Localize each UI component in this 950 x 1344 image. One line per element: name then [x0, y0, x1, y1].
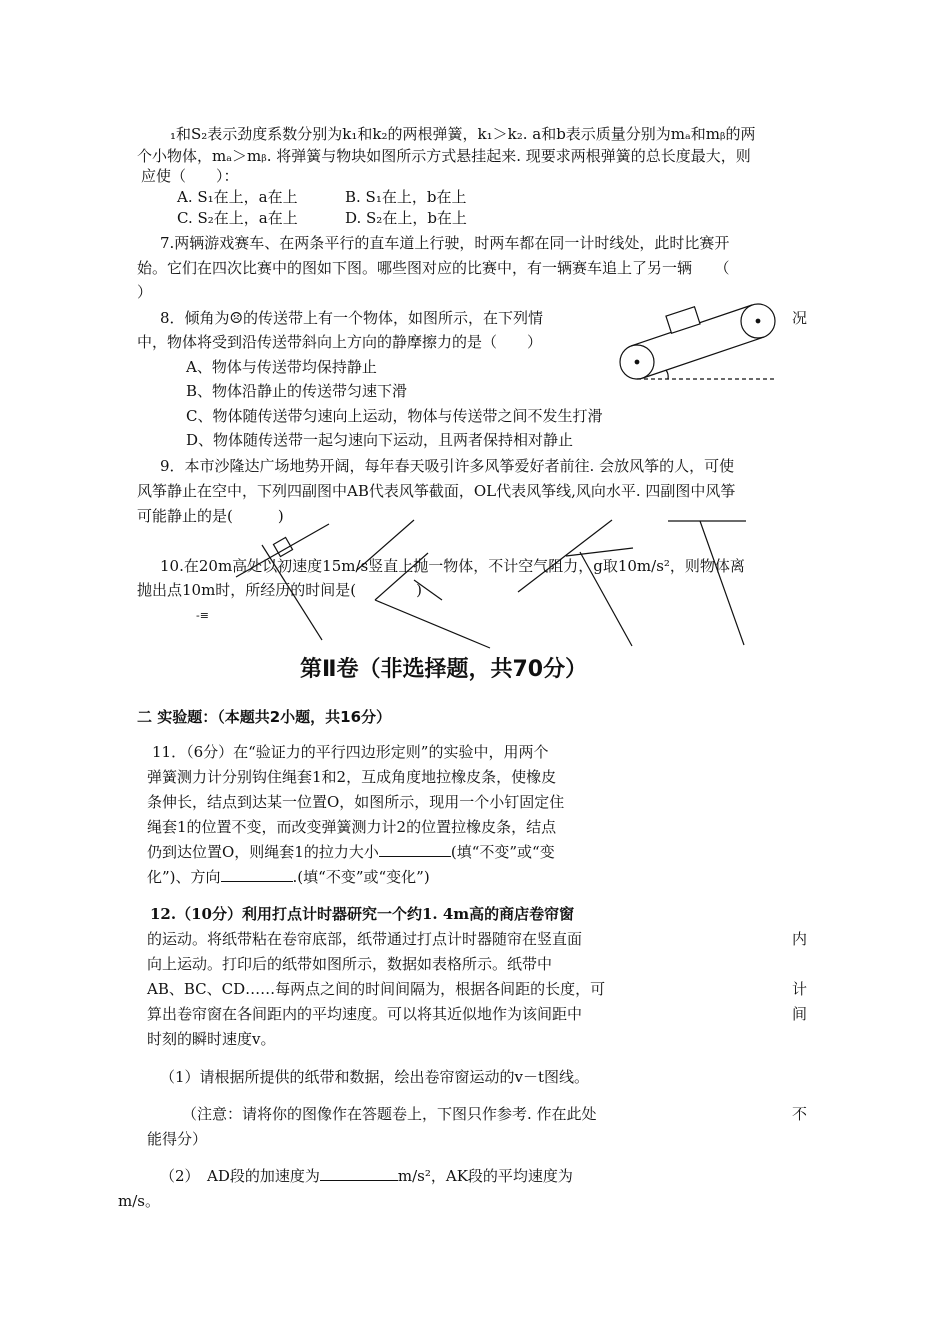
q12-line1: 12.（10分）利用打点计时器研究一个约1. 4m高的商店卷帘窗	[150, 905, 575, 923]
q8-option-c: C、物体随传送带匀速向上运动，物体与传送带之间不发生打滑	[186, 407, 603, 425]
q8-line1-end: 况	[792, 309, 808, 327]
q11-line6-tail: .(填“不变”或“变化”)	[292, 868, 430, 886]
conveyor-lower-axle	[635, 360, 639, 364]
q12-line2: 的运动。将纸带粘在卷帘底部，纸带通过打点计时器随帘在竖直面	[147, 930, 583, 948]
q8-line2: 中，物体将受到沿传送带斜向上方向的静摩擦力的是（ ）	[137, 333, 543, 351]
q12-part2-tail: m/s²，AK段的平均速度为	[397, 1167, 573, 1185]
q9-line1: 9．本市沙隆达广场地势开阔，每年春天吸引许多风筝爱好者前往. 会放风筝的人，可使	[160, 457, 735, 475]
q7-line1: 7.两辆游戏赛车、在两条平行的直车道上行驶，时两车都在同一计时线处，此时比赛开	[160, 234, 730, 252]
q10-line2: 抛出点10m时，所经历的时间是( )	[137, 581, 423, 599]
q6-line2: 个小物体，mₐ＞mᵦ. 将弹簧与物块如图所示方式悬挂起来. 现要求两根弹簧的总长度最大，则	[137, 147, 751, 165]
q12-note1-end: 不	[792, 1105, 808, 1123]
q8-option-d: D、物体随传送带一起匀速向下运动，且两者保持相对静止	[186, 431, 574, 449]
q12-line5-end: 间	[792, 1005, 808, 1023]
conveyor-block	[666, 307, 700, 333]
q12-part1: （1）请根据所提供的纸带和数据，绘出卷帘窗运动的v－t图线。	[160, 1068, 590, 1086]
q12-line3: 向上运动。打印后的纸带如图所示，数据如表格所示。纸带中	[147, 955, 553, 973]
kite2-surface	[357, 520, 414, 570]
q11-line2: 弹簧测力计分别钩住绳套1和2，互成角度地拉橡皮条，使橡皮	[147, 768, 557, 786]
q12-line6: 时刻的瞬时速度v。	[147, 1030, 276, 1048]
q6-option-a: A. S₁在上，a在上	[177, 188, 298, 206]
q12-part2-unit: m/s。	[118, 1192, 160, 1210]
conveyor-belt-bottom	[643, 337, 764, 378]
conveyor-upper-axle	[756, 319, 760, 323]
q8-option-b: B、物体沿静止的传送带匀速下滑	[186, 382, 408, 400]
q6-option-c: C. S₂在上，a在上	[177, 209, 298, 227]
q12-part2-text: （2） AD段的加速度为	[160, 1167, 320, 1185]
section-subtitle: 二 实验题：（本题共2小题，共16分）	[137, 708, 392, 726]
q10-line1: 10.在20m高处以初速度15m/s竖直上抛一物体，不计空气阻力，g取10m/s²，则物体离	[160, 557, 745, 575]
kite3-tether	[580, 552, 632, 646]
q11-line5-tail: (填“不变”或“变	[450, 843, 555, 861]
q9-line3: 可能静止的是( )	[137, 507, 284, 525]
q12-note2: 能得分）	[147, 1130, 208, 1148]
q8-option-a: A、物体与传送带均保持静止	[186, 358, 377, 376]
q11-line1: 11．（6分）在“验证力的平行四边形定则”的实验中，用两个	[152, 743, 549, 761]
q12-line4: AB、BC、CD……每两点之间的时间间隔为，根据各间距的长度，可	[147, 980, 606, 998]
q8-line1: 8．倾角为☹的传送带上有一个物体，如图所示，在下列情	[160, 309, 543, 327]
q12-note1: （注意：请将你的图像作在答题卷上，下图只作参考. 作在此处	[182, 1105, 597, 1123]
kite2-line	[375, 600, 490, 648]
q11-line6-text: 化”)、方向	[147, 868, 221, 886]
q12-line4-end: 计	[792, 980, 808, 998]
q11-line3: 条伸长，结点到达某一位置O，如图所示，现用一个小钉固定住	[147, 793, 565, 811]
kite2-support	[375, 553, 428, 600]
q6-option-b: B. S₁在上，b在上	[345, 188, 467, 206]
q6-line1: ₁和S₂表示劲度系数分别为k₁和k₂的两根弹簧，k₁＞k₂. a和b表示质量分别为mₐ和mᵦ的两	[170, 125, 756, 143]
section-title: 第Ⅱ卷（非选择题，共70分）	[300, 657, 588, 682]
q12-line5: 算出卷帘窗在各间距内的平均速度。可以将其近似地作为该间距中	[147, 1005, 583, 1023]
conveyor-belt-figure	[620, 304, 775, 379]
q11-line5-text: 仍到达位置O，则绳套1的拉力大小	[147, 843, 379, 861]
q6-line3: 应使（ ）：	[141, 167, 239, 185]
kite2-tick	[414, 580, 442, 600]
q9-line2: 风筝静止在空中，下列四副图中AB代表风筝截面，OL代表风筝线,风向水平. 四副图中风筝	[137, 482, 736, 500]
q12-line2-end: 内	[792, 930, 808, 948]
kite4-line	[700, 521, 744, 645]
q7-line3: ）	[137, 283, 153, 301]
kite3-surface	[518, 520, 612, 592]
q10-mark: -≡	[196, 609, 209, 622]
conveyor-angle-arc	[666, 370, 668, 379]
q11-line4: 绳套1的位置不变，而改变弹簧测力计2的位置拉橡皮条，结点	[147, 818, 557, 836]
kite3-line	[566, 548, 633, 556]
q7-line2: 始。它们在四次比赛中的图如下图。哪些图对应的比赛中，有一辆赛车追上了另一辆 （	[137, 259, 730, 277]
kite-figures	[236, 520, 746, 648]
kite1-surface	[236, 524, 329, 577]
kite1-line	[262, 545, 322, 640]
q6-option-d: D. S₂在上，b在上	[345, 209, 467, 227]
